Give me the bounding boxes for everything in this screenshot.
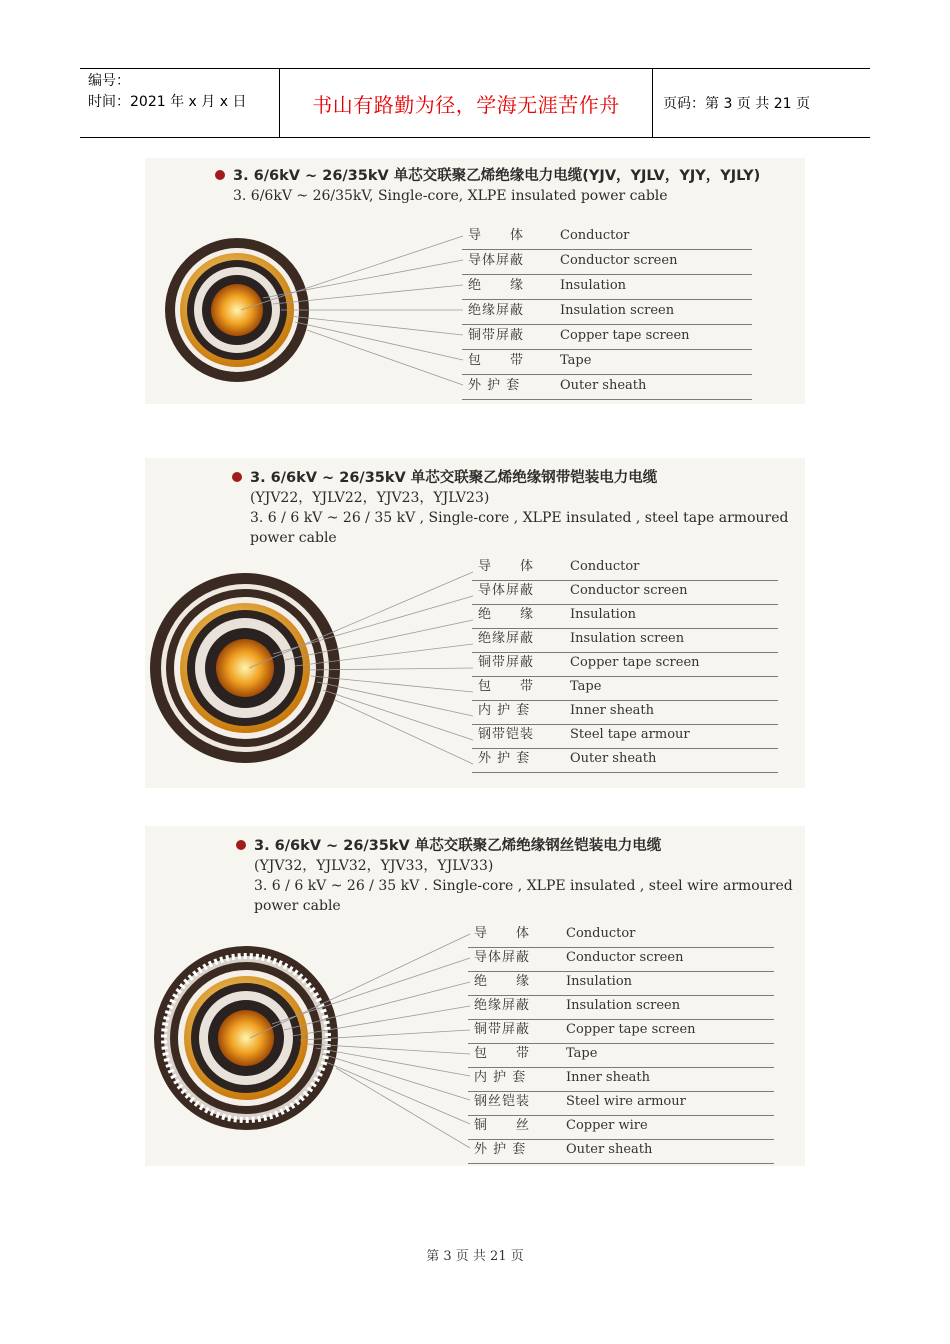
legend-row: 绝 缘 Insulation [472, 604, 778, 629]
title-en: 3. 6 / 6 kV ~ 26 / 35 kV , Single-core , XLPE insulated , steel tape armoured [250, 510, 789, 526]
title-cn-models: (YJV32，YJLV32，YJV33，YJLV33) [254, 858, 494, 874]
legend-row: 导 体 Conductor [468, 923, 774, 948]
page-header [80, 68, 870, 138]
page-footer: 第 3 页 共 21 页 [426, 1249, 524, 1264]
title-en-cont: power cable [254, 898, 341, 914]
legend-row: 导 体 Conductor [472, 556, 778, 581]
legend-row: 铜带屏蔽 Copper tape screen [468, 1019, 774, 1044]
cable-cross-section-diagram [145, 218, 465, 398]
legend-row: 包 带 Tape [472, 676, 778, 701]
title-cn: 3. 6/6kV ~ 26/35kV 单芯交联聚乙烯绝缘钢带铠装电力电缆 [250, 470, 658, 486]
header-page-label: 页码：第 3 页 共 21 页 [663, 96, 810, 112]
legend-row: 铜 丝 Copper wire [468, 1115, 774, 1140]
number-label: 编号： [88, 73, 130, 89]
legend-row: 铜带屏蔽 Copper tape screen [462, 325, 752, 350]
cable-section-2 [0, 458, 950, 788]
legend-row: 钢带铠装 Steel tape armour [472, 724, 778, 749]
title-en-cont: power cable [250, 530, 337, 546]
cable-cross-section-diagram [150, 926, 472, 1162]
legend-row: 内 护 套 Inner sheath [472, 700, 778, 725]
cable-cross-section-diagram [145, 558, 475, 788]
title-en: 3. 6 / 6 kV ~ 26 / 35 kV . Single-core , XLPE insulated , steel wire armoured [254, 878, 793, 894]
legend-row: 钢丝铠装 Steel wire armour [468, 1091, 774, 1116]
title-cn: 3. 6/6kV ~ 26/35kV 单芯交联聚乙烯绝缘电力电缆(YJV，YJLV，YJY，YJLY) [233, 168, 761, 184]
section-title [232, 468, 812, 548]
legend-row: 绝缘屏蔽 Insulation screen [462, 300, 752, 325]
cable-section-1 [0, 158, 950, 408]
legend-row: 绝缘屏蔽 Insulation screen [468, 995, 774, 1020]
legend-row: 内 护 套 Inner sheath [468, 1067, 774, 1092]
legend-row: 导体屏蔽 Conductor screen [468, 947, 774, 972]
legend-row: 铜带屏蔽 Copper tape screen [472, 652, 778, 677]
legend-row: 导体屏蔽 Conductor screen [462, 250, 752, 275]
bullet-icon [215, 170, 225, 180]
legend-row: 包 带 Tape [468, 1043, 774, 1068]
legend-row: 导 体 Conductor [462, 225, 752, 250]
legend-row: 外 护 套 Outer sheath [472, 748, 778, 773]
legend-row: 外 护 套 Outer sheath [462, 375, 752, 400]
header-motto: 书山有路勤为径，学海无涯苦作舟 [280, 69, 653, 137]
cable-section-3 [0, 826, 950, 1166]
bullet-icon [236, 840, 246, 850]
legend-row: 绝缘屏蔽 Insulation screen [472, 628, 778, 653]
header-left-cell [80, 69, 280, 137]
legend-row: 导体屏蔽 Conductor screen [472, 580, 778, 605]
bullet-icon [232, 472, 242, 482]
legend-row: 包 带 Tape [462, 350, 752, 375]
legend-row: 绝 缘 Insulation [462, 275, 752, 300]
legend-row: 外 护 套 Outer sheath [468, 1139, 774, 1164]
section-title [236, 836, 811, 916]
section-title [215, 166, 815, 206]
title-cn: 3. 6/6kV ~ 26/35kV 单芯交联聚乙烯绝缘钢丝铠装电力电缆 [254, 838, 662, 854]
legend-row: 绝 缘 Insulation [468, 971, 774, 996]
time-label: 时间：2021 年 x 月 x 日 [88, 94, 247, 110]
title-cn-models: (YJV22，YJLV22，YJV23，YJLV23) [250, 490, 490, 506]
title-en: 3. 6/6kV ~ 26/35kV, Single-core, XLPE insulated power cable [233, 188, 668, 204]
